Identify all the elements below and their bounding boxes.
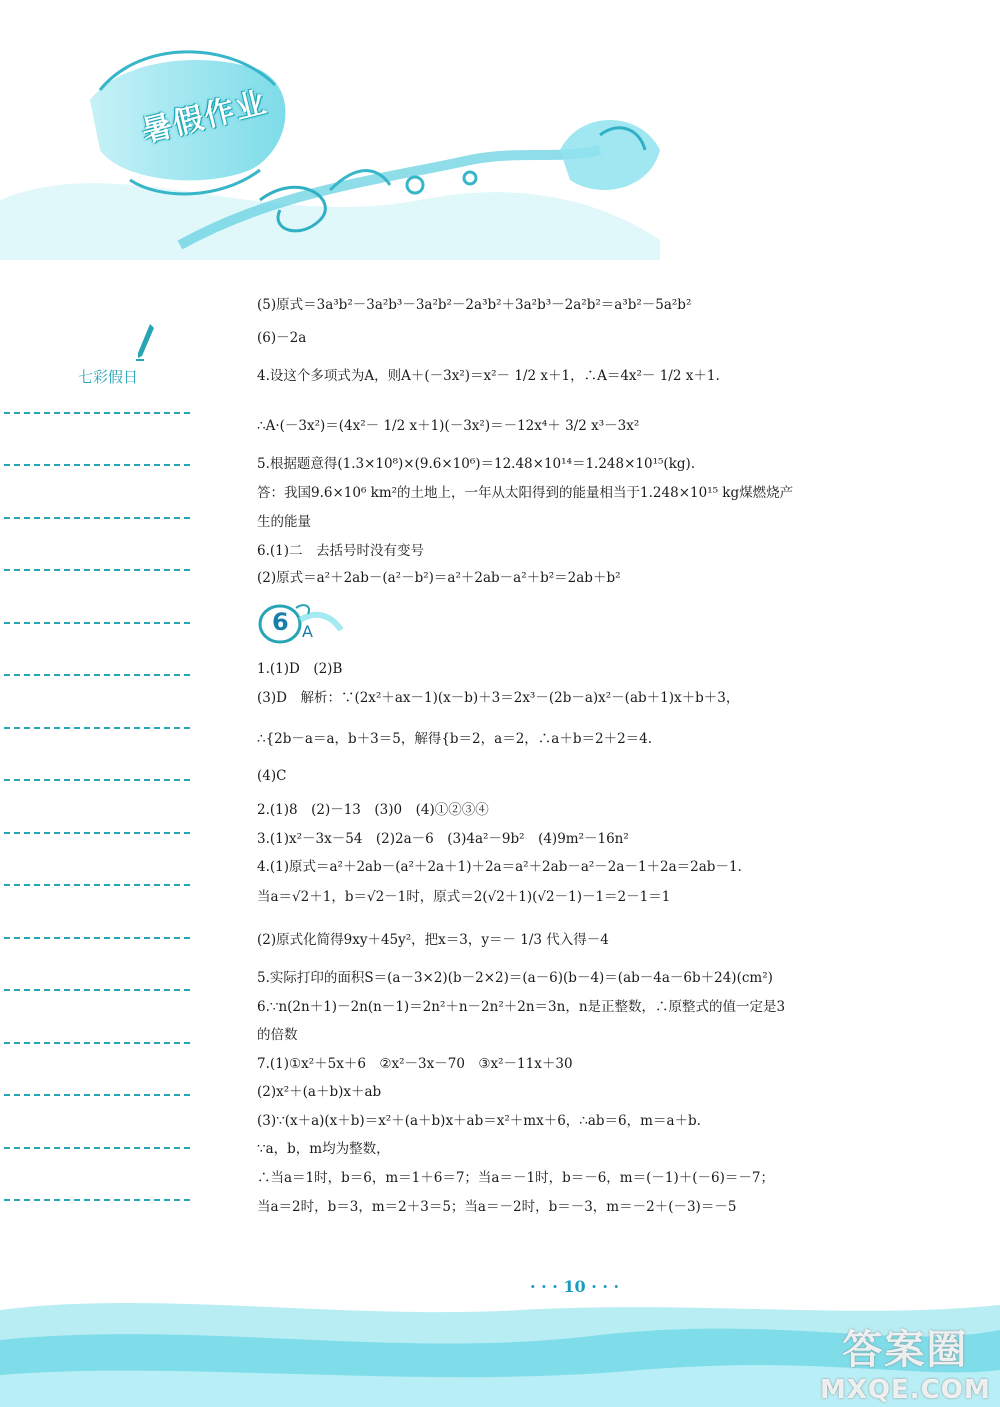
answer-line: 答：我国9.6×10⁶ km²的土地上，一年从太阳得到的能量相当于1.248×10¹⁵ kg煤燃烧产: [257, 485, 794, 501]
sidebar-dash-line: [4, 779, 190, 781]
answer-line: ∴A·(－3x²)＝(4x²－ 1/2 x＋1)(－3x²)＝－12x⁴＋ 3/2 x³－3x²: [257, 418, 640, 434]
section-badge: [256, 600, 346, 648]
answer-line: ∵a，b，m均为整数，: [257, 1141, 390, 1157]
sidebar-dash-line: [4, 674, 190, 676]
header-logo-text: 暑假作业: [138, 84, 272, 150]
section-badge-icon: [256, 600, 346, 648]
answer-line: ∴当a＝1时，b＝6，m＝1＋6＝7；当a＝－1时，b＝－6，m＝(－1)＋(－6)＝－7；: [257, 1170, 774, 1186]
answer-line: (5)原式＝3a³b²－3a²b³－3a²b²－2a³b²＋3a²b³－2a²b²＝a³b²－5a²b²: [257, 297, 692, 313]
answer-line: ∴{2b－a＝a，b＋3＝5，解得{b＝2，a＝2，∴a＋b＝2＋2＝4.: [257, 731, 653, 747]
sidebar-dash-line: [4, 622, 190, 624]
page-number: · · · 10 · · ·: [530, 1277, 620, 1296]
answer-line: (2)x²＋(a＋b)x＋ab: [257, 1084, 382, 1100]
sidebar-dash-line: [4, 1147, 190, 1149]
pen-icon: [134, 322, 156, 362]
answer-line: 4.(1)原式＝a²＋2ab－(a²＋2a＋1)＋2a＝a²＋2ab－a²－2a－1＋2a＝2ab－1.: [257, 859, 742, 875]
sidebar-dash-line: [4, 517, 190, 519]
answer-line: 4.设这个多项式为A，则A＋(－3x²)＝x²－ 1/2 x＋1，∴A＝4x²－ 1/2 x＋1.: [257, 368, 720, 384]
answer-line: 6.(1)二 去括号时没有变号: [257, 543, 425, 559]
answer-line: 的倍数: [257, 1027, 298, 1043]
sidebar-dash-line: [4, 989, 190, 991]
answer-line: (2)原式化简得9xy＋45y²，把x＝3，y＝－ 1/3 代入得－4: [257, 932, 609, 948]
sidebar-dash-line: [4, 464, 190, 466]
answer-line: (4)C: [257, 768, 287, 784]
sidebar-dash-line: [4, 1042, 190, 1044]
answer-line: 6.∵n(2n＋1)－2n(n－1)＝2n²＋n－2n²＋2n＝3n，n是正整数，∴原整式的值一定是3: [257, 999, 786, 1015]
sidebar-dash-line: [4, 412, 190, 414]
sidebar-label: 七彩假日: [78, 368, 139, 386]
answer-line: 当a＝√2＋1，b＝√2－1时，原式＝2(√2＋1)(√2－1)－1＝2－1＝1: [257, 889, 671, 905]
answer-line: 5.根据题意得(1.3×10⁸)×(9.6×10⁶)＝12.48×10¹⁴＝1.248×10¹⁵(kg).: [257, 456, 696, 472]
sidebar-dash-line: [4, 569, 190, 571]
sidebar-dash-line: [4, 937, 190, 939]
sidebar-dash-line: [4, 1094, 190, 1096]
answer-line: 生的能量: [257, 514, 311, 530]
answer-line: 1.(1)D (2)B: [257, 661, 343, 677]
answer-line: 7.(1)①x²＋5x＋6 ②x²－3x－70 ③x²－11x＋30: [257, 1056, 573, 1072]
sidebar-dash-line: [4, 1199, 190, 1201]
sidebar-dash-line: [4, 884, 190, 886]
watermark: [820, 1318, 991, 1405]
watermark-url: MXQE.COM: [820, 1375, 991, 1405]
answer-line: 当a＝2时，b＝3，m＝2＋3＝5；当a＝－2时，b＝－3，m＝－2＋(－3)＝－5: [257, 1199, 737, 1215]
answer-line: (6)－2a: [257, 330, 307, 346]
sidebar-dash-line: [4, 832, 190, 834]
answer-line: (3)∵(x＋a)(x＋b)＝x²＋(a＋b)x＋ab＝x²＋mx＋6，∴ab＝6，m＝a＋b.: [257, 1113, 701, 1129]
sidebar-dash-line: [4, 727, 190, 729]
watermark-title: 答案圈: [842, 1327, 969, 1373]
answer-line: (2)原式＝a²＋2ab－(a²－b²)＝a²＋2ab－a²＋b²＝2ab＋b²: [257, 570, 621, 586]
answer-line: (3)D 解析：∵(2x²＋ax－1)(x－b)＋3＝2x³－(2b－a)x²－(ab＋1)x＋b＋3，: [257, 690, 740, 706]
answer-line: 3.(1)x²－3x－54 (2)2a－6 (3)4a²－9b² (4)9m²－16n²: [257, 831, 629, 847]
answer-line: 5.实际打印的面积S＝(a－3×2)(b－2×2)＝(a－6)(b－4)＝(ab－4a－6b＋24)(cm²): [257, 970, 773, 986]
answer-line: 2.(1)8 (2)－13 (3)0 (4)①②③④: [257, 802, 489, 818]
section-letter: A: [302, 622, 313, 641]
section-number: 6: [272, 608, 289, 636]
